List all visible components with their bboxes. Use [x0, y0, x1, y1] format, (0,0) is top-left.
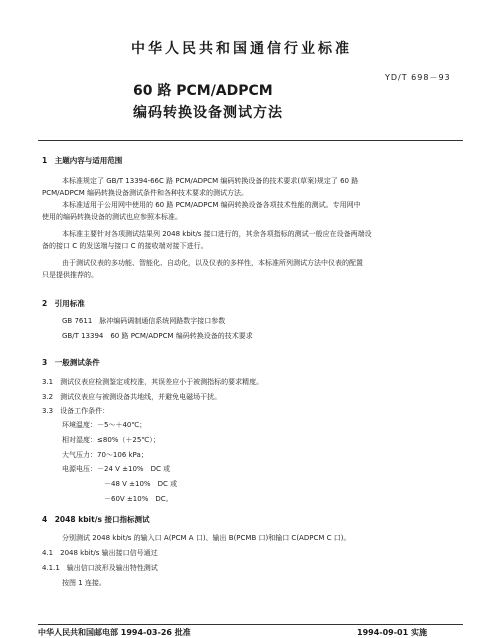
- section-3-heading: 3 一般测试条件: [42, 358, 100, 367]
- footer-divider: [38, 624, 463, 625]
- header-divider: [38, 140, 463, 141]
- approval-date: 中华人民共和国邮电部 1994-03-26 批准: [38, 628, 191, 637]
- clause-4-1-1: 4.1.1 输出信口波形及输出特性测试: [42, 564, 158, 572]
- env-voltage-1: 电源电压：－24 V ±10% DC 或: [62, 465, 171, 473]
- document-title-line2: 编码转换设备测试方法: [133, 105, 283, 121]
- clause-4-1: 4.1 2048 kbit/s 输出接口信号通过: [42, 549, 158, 557]
- s1-paragraph-1a: 本标准规定了 GB/T 13394-66C 路 PCM/ADPCM 编码转换设备的技术要求(草案)规定了 60 路: [62, 177, 359, 185]
- s1-paragraph-3a: 本标准主要针对各项测试结果列 2048 kbit/s 接口进行的，其余各项指标的测试一般应在设备两端设: [62, 230, 372, 238]
- env-humidity: 相对湿度：≤80%（＋25℃）；: [62, 436, 160, 444]
- clause-3-3: 3.3 设备工作条件：: [42, 407, 110, 415]
- env-temperature: 环境温度：－5～＋40℃；: [62, 421, 147, 429]
- implementation-date: 1994-09-01 实施: [357, 628, 427, 637]
- env-voltage-3: －60V ±10% DC。: [104, 495, 173, 503]
- env-voltage-2: －48 V ±10% DC 或: [104, 480, 178, 488]
- standard-number: YD/T 698－93: [385, 73, 451, 82]
- section-2-heading: 2 引用标准: [42, 299, 85, 308]
- s4-paragraph: 分别测试 2048 kbit/s 的输入口 A(PCM A 口)、输出 B(PCMB 口)和输口 C(ADPCM C 口)。: [62, 534, 351, 542]
- s1-paragraph-2a: 本标准适用于公用网中使用的 60 路 PCM/ADPCM 编码转换设备各项技术性能的测试。专用网中: [62, 201, 361, 209]
- s1-paragraph-2b: 使用的编码转换设备的测试也应参照本标准。: [42, 213, 182, 221]
- reference-2: GB/T 13394 60 路 PCM/ADPCM 编码转换设备的技术要求: [62, 332, 253, 340]
- standard-organization: 中华人民共和国通信行业标准: [131, 41, 352, 57]
- reference-1: GB 7611 脉冲编码调制通信系统网路数字接口参数: [62, 317, 226, 325]
- section-1-heading: 1 主题内容与适用范围: [42, 156, 123, 165]
- clause-3-2: 3.2 测试仪表应与被测设备共地线，并避免电磁场干扰。: [42, 393, 222, 401]
- clause-4-1-1-text: 按图 1 连接。: [62, 579, 106, 587]
- section-4-heading: 4 2048 kbit/s 接口指标测试: [42, 515, 150, 524]
- s1-paragraph-4b: 只是提供推荐的。: [42, 271, 98, 279]
- s1-paragraph-1b: PCM/ADPCM 编码转换设备测试条件和各种技术要求的测试方法。: [42, 189, 249, 197]
- clause-3-1: 3.1 测试仪表应检测鉴定或校准，其误差应小于被测指标的要求精度。: [42, 378, 264, 386]
- s1-paragraph-4a: 由于测试仪表的多功能、智能化、自动化，以及仪表的多样性，本标准所列测试方法中仪表的配置: [62, 259, 363, 267]
- env-pressure: 大气压力：70～106 kPa；: [62, 451, 148, 459]
- document-title-line1: 60 路 PCM/ADPCM: [133, 83, 273, 99]
- s1-paragraph-3b: 备的接口 C 的发送端与接口 C 的接收端对接下进行。: [42, 242, 208, 250]
